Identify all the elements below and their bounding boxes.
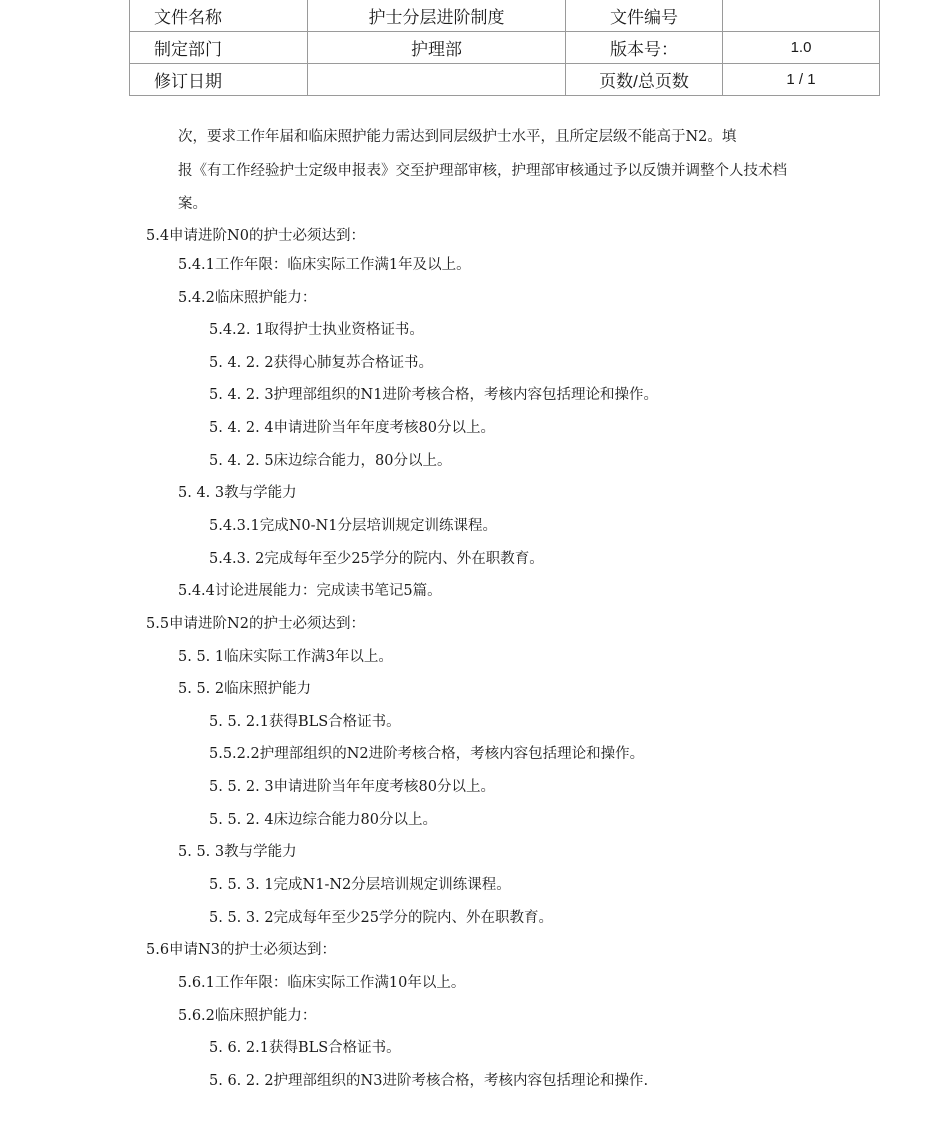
body-line: 5. 6. 2.1获得BLS合格证书。 (209, 1040, 401, 1056)
body-line: 5.4.2临床照护能力： (178, 290, 317, 306)
header-value-version: 1.0 (723, 32, 880, 64)
body-line: 5. 4. 2. 3护理部组织的N1进阶考核合格，考核内容包括理论和操作。 (209, 387, 658, 403)
header-value-page-count: 1 / 1 (723, 64, 880, 96)
header-label-version: 版本号： (566, 32, 723, 64)
body-line: 5.6.2临床照护能力： (178, 1008, 317, 1024)
body-line: 案。 (178, 196, 207, 212)
section-heading: 5.5申请进阶N2的护士必须达到： (146, 616, 365, 632)
body-line: 5.6.1工作年限：临床实际工作满10年以上。 (178, 975, 466, 991)
body-line: 5. 4. 2. 2获得心肺复苏合格证书。 (209, 355, 434, 371)
body-line: 5.4.3. 2完成每年至少25学分的院内、外在职教育。 (209, 551, 544, 567)
body-line: 5. 4. 2. 4申请进阶当年年度考核80分以上。 (209, 420, 496, 436)
body-line: 5.5.2.2护理部组织的N2进阶考核合格，考核内容包括理论和操作。 (209, 746, 645, 762)
header-label-page-count: 页数/总页数 (566, 64, 723, 96)
body-line: 5. 6. 2. 2护理部组织的N3进阶考核合格，考核内容包括理论和操作. (209, 1073, 649, 1089)
body-line: 5. 5. 2临床照护能力 (178, 681, 312, 697)
body-line: 5. 4. 2. 5床边综合能力，80分以上。 (209, 453, 452, 469)
header-value-file-number (723, 0, 880, 32)
header-row (130, 0, 880, 32)
header-row (130, 32, 880, 64)
body-line: 5.4.1工作年限：临床实际工作满1年及以上。 (178, 257, 471, 273)
body-line: 5. 5. 3. 2完成每年至少25学分的院内、外在职教育。 (209, 910, 554, 926)
body-line: 5. 5. 3教与学能力 (178, 844, 297, 860)
body-line: 5.4.2. 1取得护士执业资格证书。 (209, 322, 424, 338)
body-line: 次，要求工作年届和临床照护能力需达到同层级护士水平，且所定层级不能高于N2。填 (178, 129, 737, 145)
section-heading: 5.6申请N3的护士必须达到： (146, 942, 336, 958)
body-line: 5. 4. 3教与学能力 (178, 485, 297, 501)
body-line: 报《有工作经验护士定级申报表》交至护理部审核，护理部审核通过予以反馈并调整个人技术档 (178, 163, 787, 179)
header-value-department: 护理部 (308, 32, 566, 64)
header-label-department: 制定部门 (130, 32, 308, 64)
body-line: 5. 5. 3. 1完成N1-N2分层培训规定训练课程。 (209, 877, 511, 893)
header-value-file-name: 护士分层进阶制度 (308, 0, 566, 32)
section-heading: 5.4申请进阶N0的护士必须达到： (146, 228, 365, 244)
body-line: 5. 5. 1临床实际工作满3年以上。 (178, 649, 393, 665)
body-line: 5. 5. 2. 4床边综合能力80分以上。 (209, 812, 438, 828)
body-line: 5. 5. 2.1获得BLS合格证书。 (209, 714, 401, 730)
body-line: 5. 5. 2. 3申请进阶当年年度考核80分以上。 (209, 779, 496, 795)
body-line: 5.4.4讨论进展能力：完成读书笔记5篇。 (178, 583, 442, 599)
body-line: 5.4.3.1完成N0-N1分层培训规定训练课程。 (209, 518, 497, 534)
header-value-revision-date (308, 64, 566, 96)
document-header-table (129, 0, 880, 96)
header-label-file-name: 文件名称 (130, 0, 308, 32)
header-label-file-number: 文件编号 (566, 0, 723, 32)
header-label-revision-date: 修订日期 (130, 64, 308, 96)
header-row (130, 64, 880, 96)
